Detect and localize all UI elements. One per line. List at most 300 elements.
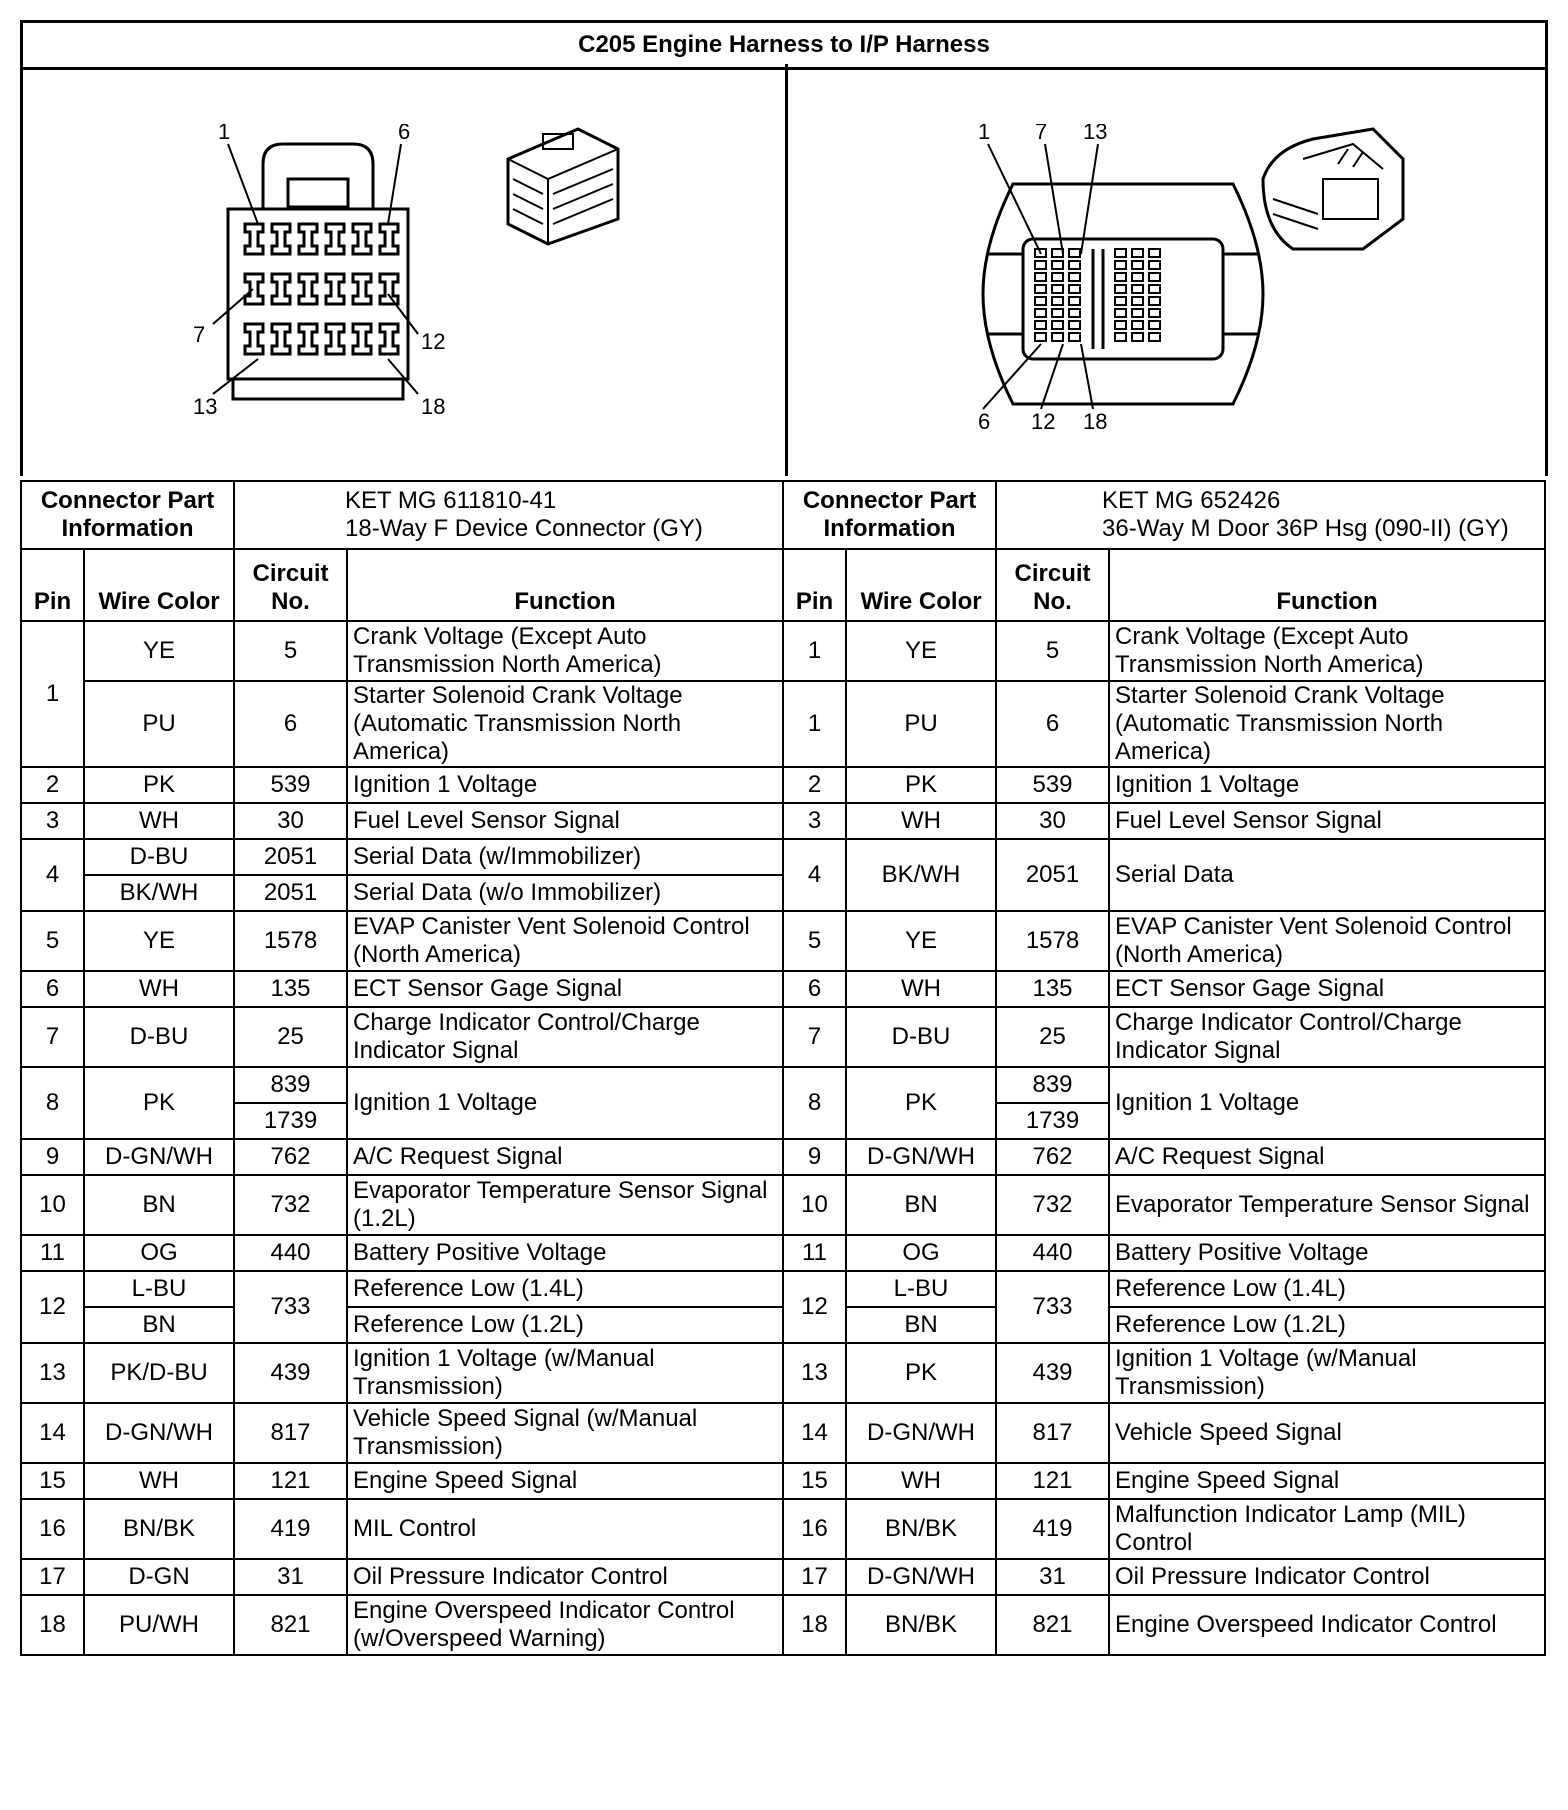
function-cell: MIL Control xyxy=(347,1499,783,1559)
pin-cell: 6 xyxy=(783,971,846,1007)
pin-cavity xyxy=(1115,261,1126,269)
function-cell: Ignition 1 Voltage xyxy=(1109,1067,1545,1139)
pin-cavity xyxy=(1132,285,1143,293)
pin-cavity xyxy=(299,274,317,304)
pin-cell: 2 xyxy=(21,767,84,803)
circuit-cell: 539 xyxy=(234,767,347,803)
function-cell: Reference Low (1.4L) xyxy=(347,1271,783,1307)
pin-cavity xyxy=(1069,309,1080,317)
circuit-cell: 440 xyxy=(996,1235,1109,1271)
function-cell: Ignition 1 Voltage xyxy=(347,1067,783,1139)
pin-cavity xyxy=(272,274,290,304)
circuit-cell: 30 xyxy=(996,803,1109,839)
pin-cavity xyxy=(1052,249,1063,257)
table-row xyxy=(783,1343,1545,1403)
wire-color-cell: PU/WH xyxy=(84,1595,234,1655)
pin-cavity xyxy=(1149,333,1160,341)
table-row xyxy=(21,1307,783,1343)
function-cell: Fuel Level Sensor Signal xyxy=(1109,803,1545,839)
pin-cavity xyxy=(245,224,263,254)
pin-cavity xyxy=(1035,261,1046,269)
table-row xyxy=(783,971,1545,1007)
function-cell: A/C Request Signal xyxy=(1109,1139,1545,1175)
wire-color-cell: WH xyxy=(846,803,996,839)
pin-cell: 3 xyxy=(783,803,846,839)
pin-cell: 12 xyxy=(21,1271,84,1343)
table-row xyxy=(21,1007,783,1067)
circuit-cell: 821 xyxy=(996,1595,1109,1655)
table-row xyxy=(21,1139,783,1175)
pin-cavity xyxy=(1132,333,1143,341)
page-title: C205 Engine Harness to I/P Harness xyxy=(22,22,1547,69)
pin-cavity xyxy=(1035,285,1046,293)
pin-cavity xyxy=(1052,309,1063,317)
table-row xyxy=(21,1235,783,1271)
part-info-label: Connector Part Information xyxy=(783,481,996,549)
function-cell: A/C Request Signal xyxy=(347,1139,783,1175)
circuit-cell: 1578 xyxy=(996,911,1109,971)
table-row xyxy=(783,681,1545,767)
function-cell: Serial Data (w/o Immobilizer) xyxy=(347,875,783,911)
wire-color-cell: PK/D-BU xyxy=(84,1343,234,1403)
wire-color-cell: YE xyxy=(846,621,996,681)
table-row xyxy=(21,1175,783,1235)
pin-cavity xyxy=(1052,273,1063,281)
wire-color-cell: D-GN/WH xyxy=(846,1559,996,1595)
pin-cavity xyxy=(245,324,263,354)
function-cell: Reference Low (1.2L) xyxy=(1109,1307,1545,1343)
table-row xyxy=(783,911,1545,971)
table-row xyxy=(21,1595,783,1655)
pin-cell: 10 xyxy=(783,1175,846,1235)
pin-label-7: 7 xyxy=(193,322,206,347)
part-description: 18-Way F Device Connector (GY) xyxy=(345,515,703,542)
pin-cavity xyxy=(353,224,371,254)
function-cell: EVAP Canister Vent Solenoid Control (North America) xyxy=(1109,911,1545,971)
function-cell: EVAP Canister Vent Solenoid Control (North America) xyxy=(347,911,783,971)
part-number: KET MG 652426 xyxy=(1102,487,1281,514)
function-cell: Battery Positive Voltage xyxy=(347,1235,783,1271)
circuit-cell: 732 xyxy=(996,1175,1109,1235)
table-row xyxy=(783,1499,1545,1559)
circuit-cell: 419 xyxy=(996,1499,1109,1559)
pin-cavity xyxy=(1115,285,1126,293)
pin-cell: 15 xyxy=(783,1463,846,1499)
pin-cavity xyxy=(1132,273,1143,281)
pin-cavity xyxy=(1149,309,1160,317)
wire-color-cell: PK xyxy=(846,767,996,803)
table-row xyxy=(783,1307,1545,1343)
function-cell: Charge Indicator Control/Charge Indicator Signal xyxy=(347,1007,783,1067)
pin-cavity xyxy=(353,324,371,354)
header-pin: Pin xyxy=(783,549,846,621)
function-cell: Evaporator Temperature Sensor Signal xyxy=(1109,1175,1545,1235)
pin-cell: 16 xyxy=(783,1499,846,1559)
function-cell: Fuel Level Sensor Signal xyxy=(347,803,783,839)
pin-cell: 10 xyxy=(21,1175,84,1235)
function-cell: Crank Voltage (Except Auto Transmission North America) xyxy=(1109,621,1545,681)
pin-cavity xyxy=(353,274,371,304)
function-cell: Malfunction Indicator Lamp (MIL) Control xyxy=(1109,1499,1545,1559)
wire-color-cell: YE xyxy=(84,911,234,971)
function-cell: ECT Sensor Gage Signal xyxy=(347,971,783,1007)
pin-label-6: 6 xyxy=(978,409,991,434)
wire-color-cell: D-BU xyxy=(84,1007,234,1067)
pin-cavity xyxy=(1035,273,1046,281)
wire-color-cell: OG xyxy=(84,1235,234,1271)
pin-cell: 11 xyxy=(783,1235,846,1271)
circuit-cell: 2051 xyxy=(996,839,1109,911)
pin-label-18: 18 xyxy=(1083,409,1108,434)
circuit-cell: 439 xyxy=(996,1343,1109,1403)
circuit-cell: 135 xyxy=(234,971,347,1007)
table-row xyxy=(21,1067,783,1103)
circuit-cell: 5 xyxy=(996,621,1109,681)
wire-color-cell: BN/BK xyxy=(846,1595,996,1655)
pin-cell: 14 xyxy=(783,1403,846,1463)
pin-cell: 12 xyxy=(783,1271,846,1343)
pin-cell: 16 xyxy=(21,1499,84,1559)
pin-cavity xyxy=(1115,273,1126,281)
circuit-cell: 440 xyxy=(234,1235,347,1271)
pin-cavity xyxy=(380,324,398,354)
table-row xyxy=(21,1463,783,1499)
column-header-row xyxy=(783,549,1545,621)
table-row xyxy=(21,1559,783,1595)
pin-cell: 9 xyxy=(21,1139,84,1175)
table-row xyxy=(21,971,783,1007)
pin-cavity xyxy=(1069,261,1080,269)
circuit-cell: 732 xyxy=(234,1175,347,1235)
circuit-cell: 121 xyxy=(996,1463,1109,1499)
function-cell: Vehicle Speed Signal xyxy=(1109,1403,1545,1463)
table-row xyxy=(783,803,1545,839)
table-row xyxy=(783,1559,1545,1595)
circuit-cell: 539 xyxy=(996,767,1109,803)
part-info-label: Connector Part Information xyxy=(21,481,234,549)
part-description: 36-Way M Door 36P Hsg (090-II) (GY) xyxy=(1102,515,1509,542)
wire-color-cell: PK xyxy=(84,767,234,803)
wire-color-cell: L-BU xyxy=(84,1271,234,1307)
function-cell: Serial Data xyxy=(1109,839,1545,911)
right-connector-face-diagram xyxy=(953,124,1293,464)
wire-color-cell: WH xyxy=(84,971,234,1007)
circuit-cell: 762 xyxy=(234,1139,347,1175)
pin-cell: 9 xyxy=(783,1139,846,1175)
wire-color-cell: BN xyxy=(84,1175,234,1235)
circuit-cell: 817 xyxy=(234,1403,347,1463)
pin-cell: 17 xyxy=(783,1559,846,1595)
wire-color-cell: WH xyxy=(84,803,234,839)
pin-cavity xyxy=(1115,333,1126,341)
left-pinout-table xyxy=(20,480,784,1656)
function-cell: Ignition 1 Voltage (w/Manual Transmission) xyxy=(1109,1343,1545,1403)
pin-cavity xyxy=(326,274,344,304)
connector-sheet xyxy=(20,20,1548,1806)
function-cell: Starter Solenoid Crank Voltage (Automatic Transmission North America) xyxy=(347,681,783,767)
right-pinout-table xyxy=(782,480,1546,1656)
left-connector-3d-icon xyxy=(488,119,638,249)
circuit-cell: 1739 xyxy=(996,1103,1109,1139)
pin-cavity xyxy=(1069,249,1080,257)
pin-label-6: 6 xyxy=(398,124,411,144)
table-row xyxy=(783,1595,1545,1655)
function-cell: Evaporator Temperature Sensor Signal (1.2L) xyxy=(347,1175,783,1235)
table-row xyxy=(21,681,783,767)
circuit-cell: 419 xyxy=(234,1499,347,1559)
circuit-cell: 6 xyxy=(996,681,1109,767)
pin-cavity xyxy=(299,224,317,254)
table-row xyxy=(783,1139,1545,1175)
circuit-cell: 30 xyxy=(234,803,347,839)
wire-color-cell: PU xyxy=(84,681,234,767)
circuit-cell: 135 xyxy=(996,971,1109,1007)
pin-cell: 5 xyxy=(783,911,846,971)
circuit-cell: 821 xyxy=(234,1595,347,1655)
circuit-cell: 25 xyxy=(996,1007,1109,1067)
wire-color-cell: D-GN/WH xyxy=(84,1139,234,1175)
pin-cell: 11 xyxy=(21,1235,84,1271)
wire-color-cell: WH xyxy=(846,971,996,1007)
table-row xyxy=(783,1463,1545,1499)
pin-label-1: 1 xyxy=(978,124,991,144)
circuit-cell: 1578 xyxy=(234,911,347,971)
function-cell: Reference Low (1.2L) xyxy=(347,1307,783,1343)
wire-color-cell: WH xyxy=(846,1463,996,1499)
pin-cavity xyxy=(326,224,344,254)
pin-cell: 1 xyxy=(783,621,846,681)
table-row xyxy=(783,1235,1545,1271)
wire-color-cell: BN/BK xyxy=(84,1499,234,1559)
pin-label-12: 12 xyxy=(421,329,446,354)
pin-cell: 15 xyxy=(21,1463,84,1499)
header-wire-color: Wire Color xyxy=(846,549,996,621)
table-row xyxy=(21,911,783,971)
pin-cavity xyxy=(1149,297,1160,305)
circuit-cell: 839 xyxy=(996,1067,1109,1103)
circuit-cell: 2051 xyxy=(234,839,347,875)
part-info-row xyxy=(21,481,783,549)
pin-cell: 8 xyxy=(783,1067,846,1139)
function-cell: ECT Sensor Gage Signal xyxy=(1109,971,1545,1007)
table-row xyxy=(783,621,1545,681)
circuit-cell: 1739 xyxy=(234,1103,347,1139)
figure-divider xyxy=(785,64,788,476)
pin-cavity xyxy=(1069,273,1080,281)
wire-color-cell: D-GN/WH xyxy=(84,1403,234,1463)
circuit-cell: 733 xyxy=(234,1271,347,1343)
pin-label-1: 1 xyxy=(218,124,231,144)
pin-cavity xyxy=(1149,273,1160,281)
circuit-cell: 2051 xyxy=(234,875,347,911)
pin-cavity xyxy=(1132,309,1143,317)
wire-color-cell: BK/WH xyxy=(84,875,234,911)
function-cell: Oil Pressure Indicator Control xyxy=(1109,1559,1545,1595)
wire-color-cell: PK xyxy=(846,1067,996,1139)
function-cell: Serial Data (w/Immobilizer) xyxy=(347,839,783,875)
wire-color-cell: WH xyxy=(84,1463,234,1499)
pin-cavity xyxy=(1069,297,1080,305)
header-function: Function xyxy=(347,549,783,621)
header-circuit-no: Circuit No. xyxy=(234,549,347,621)
pin-cavity xyxy=(1132,249,1143,257)
function-cell: Engine Overspeed Indicator Control (w/Overspeed Warning) xyxy=(347,1595,783,1655)
table-row xyxy=(783,1007,1545,1067)
function-cell: Oil Pressure Indicator Control xyxy=(347,1559,783,1595)
column-header-row xyxy=(21,549,783,621)
pin-cell: 13 xyxy=(783,1343,846,1403)
function-cell: Vehicle Speed Signal (w/Manual Transmission) xyxy=(347,1403,783,1463)
function-cell: Engine Speed Signal xyxy=(1109,1463,1545,1499)
pin-cell: 4 xyxy=(21,839,84,911)
pin-cavity xyxy=(1115,309,1126,317)
function-cell: Engine Overspeed Indicator Control xyxy=(1109,1595,1545,1655)
wire-color-cell: D-BU xyxy=(846,1007,996,1067)
header-circuit-no: Circuit No. xyxy=(996,549,1109,621)
wire-color-cell: YE xyxy=(84,621,234,681)
pin-cavity xyxy=(1132,297,1143,305)
pin-cell: 18 xyxy=(783,1595,846,1655)
pin-cavity xyxy=(1149,321,1160,329)
pin-cell: 17 xyxy=(21,1559,84,1595)
part-info-row xyxy=(783,481,1545,549)
circuit-cell: 31 xyxy=(234,1559,347,1595)
table-row xyxy=(21,1343,783,1403)
wire-color-cell: D-GN/WH xyxy=(846,1403,996,1463)
wire-color-cell: L-BU xyxy=(846,1271,996,1307)
pin-cavity xyxy=(1149,285,1160,293)
title-table xyxy=(20,20,1548,70)
part-info-value xyxy=(234,481,783,549)
function-cell: Ignition 1 Voltage xyxy=(1109,767,1545,803)
pin-cavity xyxy=(380,274,398,304)
pin-label-13: 13 xyxy=(193,394,218,419)
circuit-cell: 5 xyxy=(234,621,347,681)
pin-cavity xyxy=(1069,321,1080,329)
pin-cavity xyxy=(1052,297,1063,305)
pin-cavity xyxy=(1115,297,1126,305)
pin-cell: 7 xyxy=(21,1007,84,1067)
pin-cell: 13 xyxy=(21,1343,84,1403)
table-row xyxy=(783,1175,1545,1235)
pin-cavity xyxy=(1132,261,1143,269)
wire-color-cell: BK/WH xyxy=(846,839,996,911)
pin-cell: 7 xyxy=(783,1007,846,1067)
header-pin: Pin xyxy=(21,549,84,621)
header-wire-color: Wire Color xyxy=(84,549,234,621)
pin-cavity xyxy=(1035,321,1046,329)
table-row xyxy=(783,767,1545,803)
circuit-cell: 25 xyxy=(234,1007,347,1067)
wire-color-cell: D-BU xyxy=(84,839,234,875)
function-cell: Battery Positive Voltage xyxy=(1109,1235,1545,1271)
table-row xyxy=(783,1271,1545,1307)
table-row xyxy=(21,767,783,803)
table-row xyxy=(21,1271,783,1307)
pin-label-7: 7 xyxy=(1035,124,1048,144)
pin-cavity xyxy=(1052,333,1063,341)
circuit-cell: 733 xyxy=(996,1271,1109,1343)
pin-cell: 8 xyxy=(21,1067,84,1139)
table-row xyxy=(21,875,783,911)
wire-color-cell: YE xyxy=(846,911,996,971)
part-number: KET MG 611810-41 xyxy=(345,487,557,514)
wire-color-cell: BN xyxy=(846,1307,996,1343)
wire-color-cell: BN xyxy=(846,1175,996,1235)
wire-color-cell: D-GN/WH xyxy=(846,1139,996,1175)
pin-cell: 18 xyxy=(21,1595,84,1655)
pin-cavity xyxy=(326,324,344,354)
table-row xyxy=(21,1499,783,1559)
pin-cavity xyxy=(1149,261,1160,269)
pin-cell: 1 xyxy=(783,681,846,767)
pin-cavity xyxy=(299,324,317,354)
pin-cavity xyxy=(1149,249,1160,257)
wire-color-cell: BN/BK xyxy=(846,1499,996,1559)
pin-cell: 1 xyxy=(21,621,84,767)
pin-cavity xyxy=(245,274,263,304)
wire-color-cell: D-GN xyxy=(84,1559,234,1595)
pin-cavity xyxy=(380,224,398,254)
connector-figures xyxy=(20,64,1548,476)
circuit-cell: 817 xyxy=(996,1403,1109,1463)
pin-cell: 2 xyxy=(783,767,846,803)
table-row xyxy=(783,1067,1545,1103)
pin-cavity xyxy=(1052,285,1063,293)
pin-cell: 6 xyxy=(21,971,84,1007)
wire-color-cell: PU xyxy=(846,681,996,767)
header-function: Function xyxy=(1109,549,1545,621)
circuit-cell: 439 xyxy=(234,1343,347,1403)
pin-cell: 4 xyxy=(783,839,846,911)
pin-label-12: 12 xyxy=(1031,409,1056,434)
table-row xyxy=(783,839,1545,911)
pin-cavity xyxy=(1052,321,1063,329)
pin-cavity xyxy=(1035,297,1046,305)
pin-cavity xyxy=(1069,285,1080,293)
wire-color-cell: PK xyxy=(846,1343,996,1403)
pin-cavity xyxy=(1052,261,1063,269)
pin-label-13: 13 xyxy=(1083,124,1108,144)
function-cell: Charge Indicator Control/Charge Indicator Signal xyxy=(1109,1007,1545,1067)
table-row xyxy=(21,839,783,875)
pin-label-18: 18 xyxy=(421,394,446,419)
circuit-cell: 121 xyxy=(234,1463,347,1499)
function-cell: Crank Voltage (Except Auto Transmission North America) xyxy=(347,621,783,681)
table-row xyxy=(21,803,783,839)
pin-cell: 5 xyxy=(21,911,84,971)
pin-cavity xyxy=(272,224,290,254)
wire-color-cell: BN xyxy=(84,1307,234,1343)
circuit-cell: 6 xyxy=(234,681,347,767)
table-row xyxy=(21,621,783,681)
pin-cell: 14 xyxy=(21,1403,84,1463)
function-cell: Reference Low (1.4L) xyxy=(1109,1271,1545,1307)
circuit-cell: 762 xyxy=(996,1139,1109,1175)
pin-cavity xyxy=(272,324,290,354)
function-cell: Ignition 1 Voltage xyxy=(347,767,783,803)
right-connector-3d-icon xyxy=(1253,119,1413,259)
wire-color-cell: PK xyxy=(84,1067,234,1139)
pin-cavity xyxy=(1115,321,1126,329)
pin-cavity xyxy=(1035,309,1046,317)
part-info-value xyxy=(996,481,1545,549)
function-cell: Starter Solenoid Crank Voltage (Automatic Transmission North America) xyxy=(1109,681,1545,767)
function-cell: Ignition 1 Voltage (w/Manual Transmission) xyxy=(347,1343,783,1403)
wire-color-cell: OG xyxy=(846,1235,996,1271)
circuit-cell: 839 xyxy=(234,1067,347,1103)
pin-cavity xyxy=(1069,333,1080,341)
